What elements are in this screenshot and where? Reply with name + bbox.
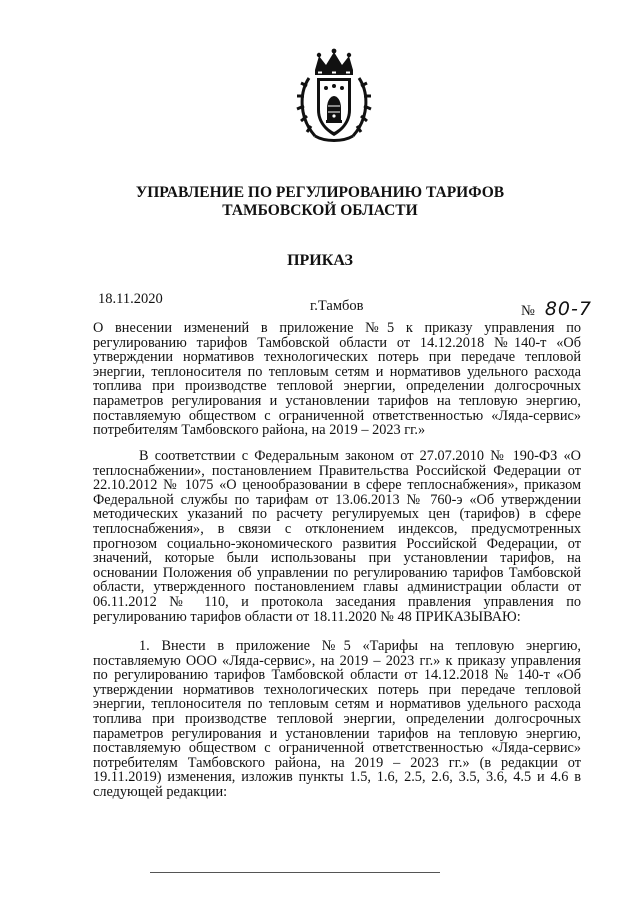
order-item-1: 1. Внести в приложение №5 «Тарифы на тепловую энергию, поставляемую ООО «Ляда-сервис», на 2019 – 2023 гг.» к приказу управления по регулированию тарифов Тамбовской области от 14.12.2018 № 140-т «Об утверждении нормативов технологических потерь при передаче тепловой энергии, теплоносителя по тепловым сетям и нормативов удельного расхода топлива при производстве тепловой энергии, определении долгосрочных параметров регулирования и установлении тарифов на тепловую энергию, поставляемую обществом с ограниченной ответственностью «Ляда-сервис» потребителям Тамбовского района, на 2019 – 2023 гг.» (в редакции от 19.11.2019) изменения, изложив пункты 1.5, 1.6, 2.5, 2.6, 3.5, 3.6, 4.5 и 4.6 в следующей редакции: — [93, 638, 581, 800]
order-number-sign: № — [521, 303, 535, 319]
order-subject: О внесении изменений в приложение №5 к приказу управления по регулированию тарифов Тамбовской области от 14.12.2018 №140-т «Об утверждении нормативов технологических потерь при передаче тепловой энергии, теплоносителя по тепловым сетям и нормативов удельного расхода топлива при производстве тепловой энергии, определении долгосрочных параметров регулирования и установлении тарифов на тепловую энергию, поставляемую обществом с ограниченной ответственностью «Ляда-сервис» потребителям Тамбовского района, на 2019 – 2023 гг.» — [93, 320, 581, 439]
order-city: г.Тамбов — [310, 298, 364, 314]
order-number — [521, 298, 592, 320]
coat-of-arms-icon — [295, 48, 373, 148]
document-type-heading: ПРИКАЗ — [287, 252, 353, 269]
footer-divider — [150, 872, 440, 873]
organization-title-line2: ТАМБОВСКОЙ ОБЛАСТИ — [222, 202, 418, 219]
legal-basis-paragraph: В соответствии с Федеральным законом от 27.07.2010 № 190-ФЗ «О теплоснабжении», постановлением Правительства Российской Федерации от 22.10.2012 № 1075 «О ценообразовании в сфере теплоснабжения», приказом Федеральной службы по тарифам от 13.06.2013 № 760-э «Об утверждении методических указаний по расчету регулируемых цен (тарифов) в сфере теплоснабжения», в связи с отклонением индексов, предусмотренных прогнозом социально-экономического развития Российской Федерации, от значений, которые были использованы при установлении тарифов, на основании Положения об управлении по регулированию тарифов Тамбовской области, утвержденного постановлением главы администрации области от 06.11.2012 № 110, и протокола заседания правления управления по регулированию тарифов области от 18.11.2020 № 48 ПРИКАЗЫВАЮ: — [93, 448, 581, 625]
organization-title-line1: УПРАВЛЕНИЕ ПО РЕГУЛИРОВАНИЮ ТАРИФОВ — [135, 184, 505, 201]
order-number-handwritten: 80-7 — [544, 298, 592, 320]
order-date: 18.11.2020 — [98, 291, 163, 307]
